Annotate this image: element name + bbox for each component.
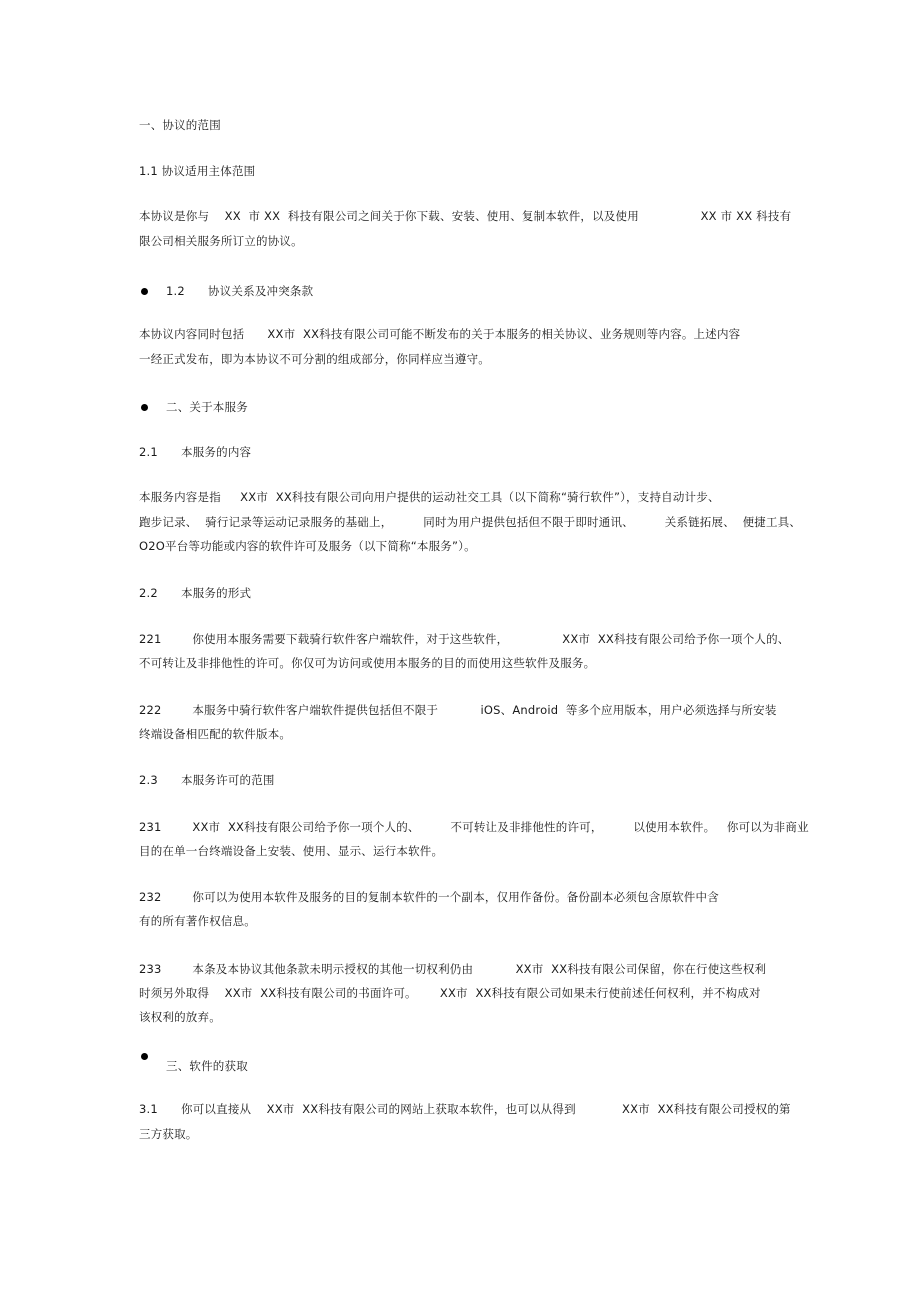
paragraph-line: 目的在单一台终端设备上安装、使用、显示、运行本软件。 — [139, 844, 444, 858]
paragraph-line: 232 你可以为使用本软件及服务的目的复制本软件的一个副本，仅用作备份。备份副本必须包含原软件中含 — [139, 890, 719, 904]
paragraph-line: 本服务内容是指 XX市 XX科技有限公司向用户提供的运动社交工具（以下简称“骑行软件”），支持自动计步、 — [139, 490, 720, 504]
bullet-icon — [141, 404, 148, 411]
subsection-heading-1-2: 1.2 协议关系及冲突条款 — [166, 284, 314, 298]
paragraph-line: 231 XX市 XX科技有限公司给予你一项个人的、 不可转让及非排他性的许可， 以使用本软件。 你可以为非商业 — [139, 820, 809, 834]
paragraph-line: 221 你使用本服务需要下载骑行软件客户端软件，对于这些软件， XX市 XX科技有限公司给予你一项个人的、 — [139, 632, 790, 646]
subsection-heading-2-3: 2.3 本服务许可的范围 — [139, 773, 275, 787]
paragraph-line: O2O平台等功能或内容的软件许可及服务（以下简称“本服务”）。 — [139, 539, 476, 553]
paragraph-line: 本协议内容同时包括 XX市 XX科技有限公司可能不断发布的关于本服务的相关协议、业务规则等内容。上述内容 — [139, 327, 741, 341]
section-heading-3: 三、软件的获取 — [166, 1059, 248, 1073]
paragraph-line: 一经正式发布，即为本协议不可分割的组成部分，你同样应当遵守。 — [139, 352, 490, 366]
paragraph-line: 233 本条及本协议其他条款未明示授权的其他一切权利仍由 XX市 XX科技有限公司保留，你在行使这些权利 — [139, 962, 767, 976]
subsection-heading-1-1: 1.1 协议适用主体范围 — [139, 164, 256, 178]
paragraph-line: 跑步记录、 骑行记录等运动记录服务的基础上， 同时为用户提供包括但不限于即时通讯、 关系链拓展、 便捷工具、 — [139, 515, 802, 529]
paragraph-line: 有的所有著作权信息。 — [139, 914, 256, 928]
paragraph-line: 该权利的放弃。 — [139, 1010, 221, 1024]
section-heading-1: 一、协议的范围 — [139, 118, 221, 132]
paragraph-line: 终端设备相匹配的软件版本。 — [139, 727, 292, 741]
bullet-icon — [141, 1053, 148, 1060]
paragraph-line: 222 本服务中骑行软件客户端软件提供包括但不限于 iOS、Android 等多个应用版本，用户必须选择与所安装 — [139, 703, 777, 717]
section-heading-2: 二、关于本服务 — [166, 400, 248, 414]
subsection-heading-2-2: 2.2 本服务的形式 — [139, 586, 252, 600]
paragraph-line: 三方获取。 — [139, 1127, 198, 1141]
paragraph-line: 时须另外取得 XX市 XX科技有限公司的书面许可。 XX市 XX科技有限公司如果未行使前述任何权利，并不构成对 — [139, 986, 761, 1000]
subsection-heading-2-1: 2.1 本服务的内容 — [139, 445, 252, 459]
paragraph-line: 限公司相关服务所订立的协议。 — [139, 234, 303, 248]
paragraph-line: 不可转让及非排他性的许可。你仅可为访问或使用本服务的目的而使用这些软件及服务。 — [139, 656, 596, 670]
bullet-icon — [141, 288, 148, 295]
paragraph-line: 本协议是你与 XX 市 XX 科技有限公司之间关于你下载、安装、使用、复制本软件，以及使用 XX 市 XX 科技有 — [139, 209, 792, 223]
paragraph-line: 3.1 你可以直接从 XX市 XX科技有限公司的网站上获取本软件，也可以从得到 XX市 XX科技有限公司授权的第 — [139, 1102, 791, 1116]
